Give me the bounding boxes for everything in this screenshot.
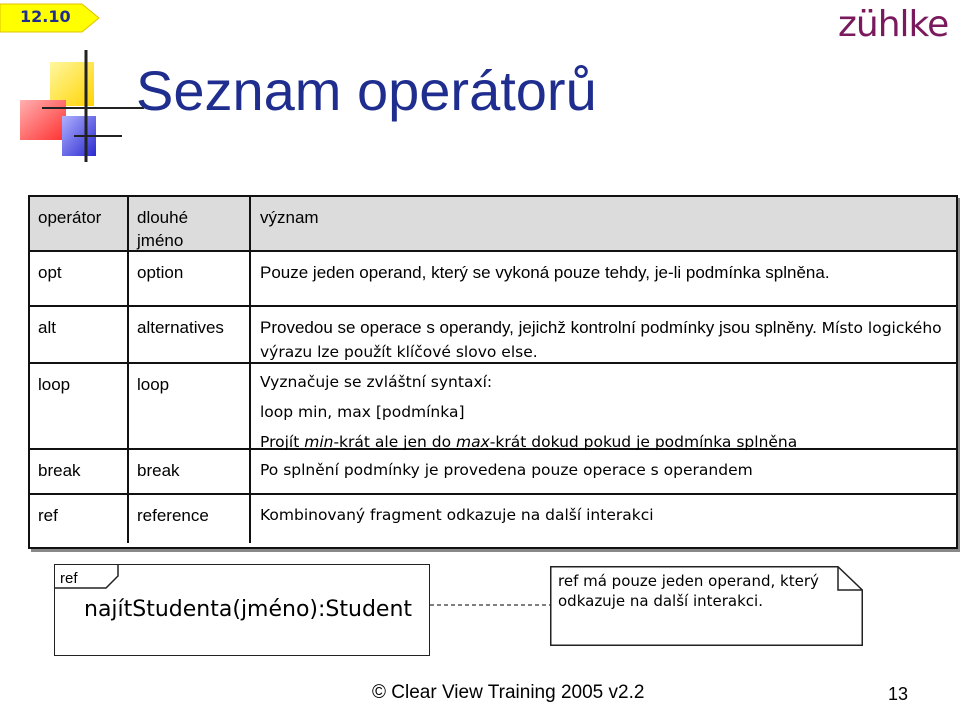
meaning-cell [251,364,956,451]
table-header-row [30,197,956,252]
meaning-cell [251,307,956,362]
header-long-name [129,197,251,250]
table-row [30,364,956,450]
long-name-cell: alternatives [129,307,251,362]
meaning-cell: Pouze jeden operand, který se vykoná pouze tehdy, je-li podmínka splněna. [260,263,830,282]
note-line-2: odkazuje na další interakci. [558,592,763,610]
page-number: 13 [888,684,909,704]
section-number: 12.10 [20,7,71,26]
table-row [30,252,956,307]
note-connector [430,604,550,606]
long-name-cell: option [129,252,251,305]
meaning-cell: Po splnění podmínky je provedena pouze operace s operandem [260,461,753,479]
meaning-text-a: Provedou se operace s operandy, jejichž kontrolní podmínky jsou splněny. [260,318,817,337]
loop-syntax-intro: Vyznačuje se zvláštní syntaxí: [260,373,493,391]
long-name-cell: break [129,450,251,493]
page-title: Seznam operátorů [136,59,597,122]
operators-table [28,195,958,549]
header-operator: operátor [30,197,129,250]
footer-copyright: © Clear View Training 2005 v2.2 [372,682,645,703]
meaning-text-b: Místo logického výrazu lze použít klíčové slovo else. [260,319,942,361]
loop-explanation: Projít min-krát ale jen do max-krát dokud pokud je podmínka splněna [260,433,798,451]
ref-fragment-interaction: najítStudenta(jméno):Student [84,597,413,622]
table-row [30,495,956,543]
operator-cell: break [30,450,129,493]
decorative-squares [14,50,154,170]
header-meaning: význam [260,208,319,227]
header-long-name-line2: jméno [137,231,184,250]
meaning-cell: Kombinovaný fragment odkazuje na další interakci [260,506,654,524]
table-row [30,450,956,495]
note-line-1: ref má pouze jeden operand, který [558,572,819,590]
long-name-cell: loop [129,364,251,448]
ref-fragment-label: ref [60,570,78,587]
loop-syntax: loop min, max [podmínka] [260,403,465,421]
note-text [558,571,828,611]
operator-cell: alt [30,307,129,362]
header-long-name-line1: dlouhé [137,208,189,227]
company-logo: zühlke [838,4,949,45]
operator-cell: ref [30,495,129,543]
operator-cell: loop [30,364,129,448]
operator-cell: opt [30,252,129,305]
long-name-cell: reference [129,495,251,543]
table-row [30,307,956,364]
